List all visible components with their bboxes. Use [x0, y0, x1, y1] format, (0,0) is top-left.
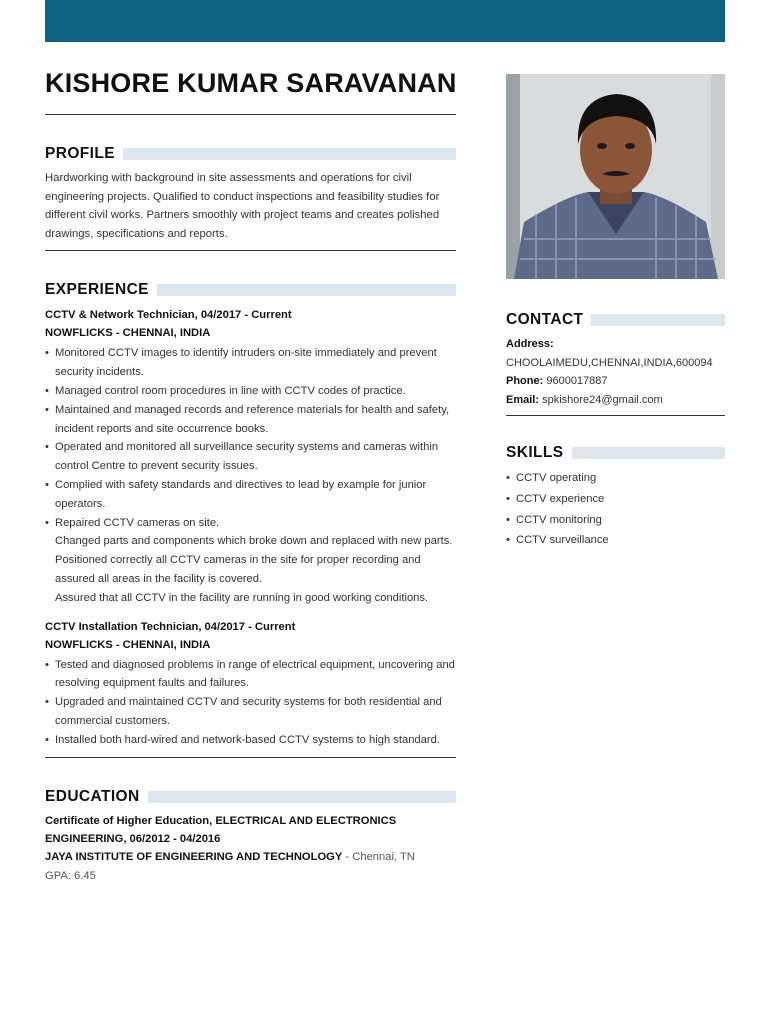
header-color-band: [45, 0, 725, 42]
section-bar: [591, 314, 725, 326]
education-degree: Certificate of Higher Education, ELECTRICAL AND ELECTRONICS ENGINEERING, 06/2012 - 04/2016: [45, 814, 397, 845]
section-bar: [123, 148, 456, 160]
skills-list: [506, 468, 725, 550]
job-company: NOWFLICKS - CHENNAI, INDIA: [45, 638, 211, 651]
education-school-line: [45, 848, 456, 866]
list-item: • CCTV experience: [506, 489, 725, 510]
job-bullets: [45, 344, 456, 607]
list-item: • CCTV surveillance: [506, 530, 725, 551]
experience-heading: [45, 281, 456, 299]
skills-heading: [506, 444, 725, 462]
list-item: • Repaired CCTV cameras on site. Changed parts and components which broke down and replaced with new parts. Positioned correctly all CCTV cameras in the site for proper recording and assured all areas in the facility is covered. Assured that all CCTV in the facility are running in good working conditions.: [45, 514, 456, 608]
list-item: • Installed both hard-wired and network-based CCTV systems to high standard.: [45, 731, 456, 750]
list-item: • Managed control room procedures in line with CCTV codes of practice.: [45, 382, 456, 401]
list-item: • Upgraded and maintained CCTV and security systems for both residential and commercial customers.: [45, 693, 456, 731]
education-heading: [45, 788, 456, 806]
job-bullets: [45, 656, 456, 750]
job-entry: [45, 618, 456, 750]
list-item: • Operated and monitored all surveillance security systems and cameras within control Centre to prevent security issues.: [45, 438, 456, 476]
education-school: JAYA INSTITUTE OF ENGINEERING AND TECHNOLOGY: [45, 851, 343, 864]
person-photo-icon: [506, 74, 725, 279]
list-item: • Maintained and managed records and reference materials for health and safety, incident reports and site occurrence books.: [45, 401, 456, 439]
education-gpa: GPA: 6.45: [45, 869, 96, 882]
profile-text: Hardworking with background in site assessments and operations for civil engineering projects. Qualified to conduct inspections and feasibility studies for different civil works. Partners smoothly with project teams and creates polished drawings, specifications and reports.: [45, 172, 440, 240]
education-title: EDUCATION: [45, 787, 140, 805]
list-item: • CCTV operating: [506, 468, 725, 489]
list-item: • Complied with safety standards and directives to lead by example for junior operators.: [45, 476, 456, 514]
skills-title: SKILLS: [506, 444, 564, 462]
candidate-name: KISHORE KUMAR SARAVANAN: [45, 68, 457, 98]
experience-title: EXPERIENCE: [45, 281, 149, 299]
job-entry: [45, 306, 456, 607]
left-column: [45, 60, 456, 885]
list-item: • Monitored CCTV images to identify intruders on-site immediately and prevent security incidents.: [45, 344, 456, 382]
profile-title: PROFILE: [45, 145, 115, 162]
job-company: NOWFLICKS - CHENNAI, INDIA: [45, 327, 211, 340]
list-item: • Tested and diagnosed problems in range of electrical equipment, uncovering and resolving equipment faults and failures.: [45, 656, 456, 694]
phone-value: 9600017887: [546, 375, 608, 388]
contact-title: CONTACT: [506, 311, 584, 328]
right-column: [506, 74, 725, 551]
contact-details: [506, 335, 725, 409]
job-title: CCTV & Network Technician, 04/2017 - Current: [45, 309, 292, 322]
job-title: CCTV Installation Technician, 04/2017 - Current: [45, 620, 296, 633]
phone-label: Phone:: [506, 375, 544, 388]
education-entry: [45, 812, 456, 886]
education-location: - Chennai, TN: [342, 851, 415, 864]
profile-heading: [45, 145, 456, 163]
profile-photo: [506, 74, 725, 279]
section-bar: [148, 791, 456, 803]
list-item: • CCTV monitoring: [506, 510, 725, 531]
address-value: CHOOLAIMEDU,CHENNAI,INDIA,600094: [506, 356, 713, 369]
section-bar: [572, 447, 725, 459]
contact-heading: [506, 311, 725, 329]
address-label: Address:: [506, 338, 554, 350]
section-bar: [157, 284, 456, 296]
divider: [45, 114, 456, 115]
email-label: Email:: [506, 393, 540, 406]
divider: [45, 757, 456, 758]
email-value[interactable]: spkishore24@gmail.com: [542, 393, 663, 406]
divider: [506, 415, 725, 416]
divider: [45, 250, 456, 251]
